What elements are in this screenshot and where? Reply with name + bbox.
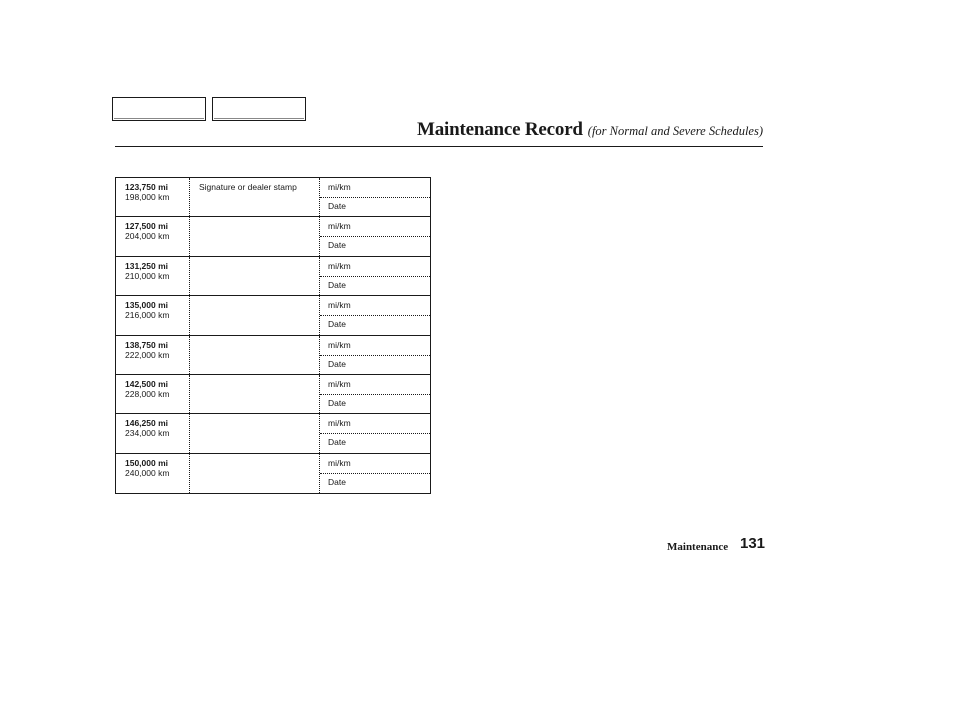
entry-cell <box>320 257 430 295</box>
date-label: Date <box>328 476 346 487</box>
signature-cell[interactable] <box>190 414 320 452</box>
record-row <box>116 454 430 493</box>
signature-label: Signature or dealer stamp <box>199 182 297 192</box>
record-row <box>116 217 430 256</box>
interval-km: 210,000 km <box>125 270 170 281</box>
footer-section-label: Maintenance <box>667 541 729 553</box>
entry-cell <box>320 217 430 255</box>
entry-cell <box>320 336 430 374</box>
odometer-label: mi/km <box>328 339 351 350</box>
interval-miles: 123,750 mi <box>125 182 169 192</box>
signature-cell[interactable] <box>190 178 320 216</box>
interval-cell <box>116 178 190 216</box>
interval-miles: 150,000 mi <box>125 457 169 468</box>
odometer-label: mi/km <box>328 260 351 271</box>
entry-divider <box>320 197 430 198</box>
odometer-label: mi/km <box>328 300 351 311</box>
odometer-label: mi/km <box>328 182 351 192</box>
index-tab-1 <box>112 97 206 121</box>
interval-miles: 135,000 mi <box>125 300 169 311</box>
interval-km: 204,000 km <box>125 231 170 242</box>
interval-cell <box>116 414 190 452</box>
page-number: 131 <box>740 535 766 552</box>
signature-cell[interactable] <box>190 257 320 295</box>
entry-divider <box>320 433 430 434</box>
entry-divider <box>320 355 430 356</box>
entry-cell <box>320 414 430 452</box>
interval-km: 240,000 km <box>125 467 170 478</box>
date-label: Date <box>328 397 346 408</box>
entry-cell <box>320 454 430 493</box>
index-tab-2 <box>212 97 306 121</box>
signature-cell[interactable] <box>190 296 320 334</box>
entry-divider <box>320 394 430 395</box>
interval-km: 222,000 km <box>125 349 170 360</box>
interval-miles: 138,750 mi <box>125 339 169 350</box>
odometer-label: mi/km <box>328 378 351 389</box>
record-row <box>116 178 430 217</box>
date-label: Date <box>328 240 346 251</box>
record-row <box>116 296 430 335</box>
odometer-label: mi/km <box>328 418 351 429</box>
interval-km: 228,000 km <box>125 388 170 399</box>
record-row <box>116 375 430 414</box>
page-title: Maintenance Record <box>417 119 583 140</box>
interval-cell <box>116 257 190 295</box>
interval-cell <box>116 454 190 493</box>
date-label: Date <box>328 437 346 448</box>
entry-divider <box>320 315 430 316</box>
odometer-label: mi/km <box>328 457 351 468</box>
interval-miles: 146,250 mi <box>125 418 169 429</box>
interval-cell <box>116 296 190 334</box>
maintenance-record-table <box>115 177 431 494</box>
signature-cell[interactable] <box>190 454 320 493</box>
interval-miles: 127,500 mi <box>125 221 169 232</box>
entry-divider <box>320 276 430 277</box>
page-header <box>417 119 763 141</box>
date-label: Date <box>328 319 346 330</box>
interval-km: 216,000 km <box>125 310 170 321</box>
entry-cell <box>320 375 430 413</box>
entry-divider <box>320 236 430 237</box>
interval-cell <box>116 217 190 255</box>
record-row <box>116 257 430 296</box>
entry-cell <box>320 296 430 334</box>
signature-cell[interactable] <box>190 217 320 255</box>
interval-cell <box>116 336 190 374</box>
signature-cell[interactable] <box>190 336 320 374</box>
entry-divider <box>320 473 430 474</box>
date-label: Date <box>328 279 346 290</box>
interval-km: 198,000 km <box>125 192 170 202</box>
interval-miles: 142,500 mi <box>125 378 169 389</box>
interval-cell <box>116 375 190 413</box>
record-row <box>116 414 430 453</box>
page-subtitle: (for Normal and Severe Schedules) <box>587 124 763 138</box>
record-row <box>116 336 430 375</box>
entry-cell <box>320 178 430 216</box>
header-rule <box>115 146 763 147</box>
date-label: Date <box>328 358 346 369</box>
interval-km: 234,000 km <box>125 428 170 439</box>
odometer-label: mi/km <box>328 221 351 232</box>
date-label: Date <box>328 201 346 211</box>
interval-miles: 131,250 mi <box>125 260 169 271</box>
signature-cell[interactable] <box>190 375 320 413</box>
